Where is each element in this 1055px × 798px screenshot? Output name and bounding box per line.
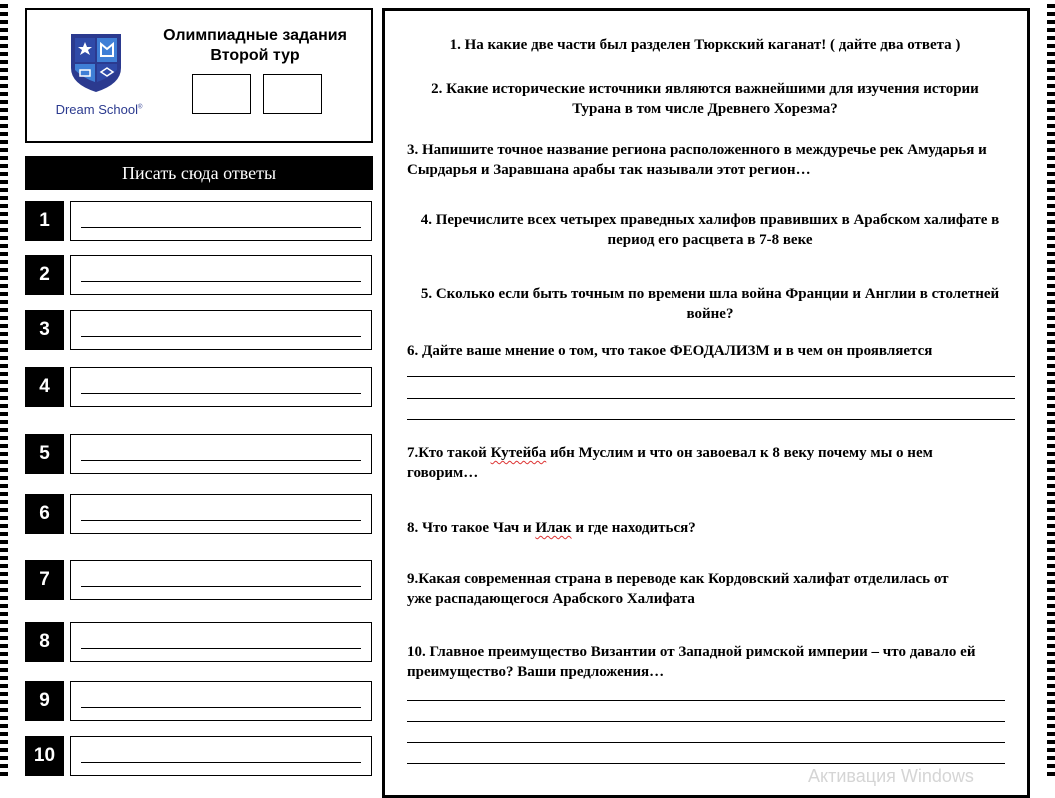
perforation-mark: [0, 660, 8, 664]
perforation-mark: [0, 76, 8, 80]
perforation-mark: [0, 348, 8, 352]
perforation-mark: [1047, 492, 1055, 496]
answer-row-2: [25, 255, 373, 295]
perforation-mark: [0, 476, 8, 480]
perforation-mark: [0, 116, 8, 120]
perforation-mark: [1047, 444, 1055, 448]
perforation-mark: [1047, 84, 1055, 88]
writing-line[interactable]: [407, 742, 1005, 743]
answer-number: 10: [25, 736, 64, 776]
perforation-mark: [0, 4, 8, 8]
perforation-mark: [0, 68, 8, 72]
perforation-mark: [0, 452, 8, 456]
answer-field-6[interactable]: [70, 494, 372, 534]
perforation-mark: [0, 156, 8, 160]
score-box-1[interactable]: [192, 74, 251, 114]
perforation-mark: [0, 708, 8, 712]
perforation-mark: [0, 444, 8, 448]
perforation-mark: [0, 676, 8, 680]
perforation-mark: [0, 268, 8, 272]
perforation-mark: [1047, 380, 1055, 384]
perforation-mark: [1047, 772, 1055, 776]
perforation-mark: [0, 172, 8, 176]
perforation-mark: [1047, 708, 1055, 712]
perforation-mark: [0, 516, 8, 520]
perforation-mark: [0, 28, 8, 32]
perforation-mark: [0, 100, 8, 104]
answer-row-5: [25, 434, 373, 474]
title-line-1: Олимпиадные задания: [163, 27, 347, 44]
logo-wordmark: Dream School®: [55, 102, 143, 117]
perforation-mark: [0, 300, 8, 304]
perforation-mark: [1047, 36, 1055, 40]
perforation-mark: [1047, 508, 1055, 512]
perforation-mark: [0, 524, 8, 528]
perforation-mark: [0, 628, 8, 632]
perforation-mark: [0, 364, 8, 368]
perforation-mark: [0, 436, 8, 440]
answer-field-5[interactable]: [70, 434, 372, 474]
perforation-mark: [1047, 540, 1055, 544]
perforation-mark: [0, 188, 8, 192]
writing-line[interactable]: [407, 376, 1015, 377]
perforation-mark: [0, 588, 8, 592]
perforation-mark: [0, 260, 8, 264]
answer-number: 9: [25, 681, 64, 721]
answer-field-3[interactable]: [70, 310, 372, 350]
perforation-mark: [1047, 172, 1055, 176]
question-10: 10. Главное преимущество Византии от Западной римской империи – что давало ей преимущество? Ваши предложения…: [407, 644, 976, 680]
perforation-mark: [1047, 364, 1055, 368]
perforation-mark: [1047, 668, 1055, 672]
perforation-mark: [1047, 212, 1055, 216]
perforation-mark: [0, 212, 8, 216]
perforation-mark: [0, 460, 8, 464]
perforation-mark: [1047, 676, 1055, 680]
perforation-mark: [1047, 732, 1055, 736]
perforation-mark: [1047, 524, 1055, 528]
perforation-mark: [1047, 116, 1055, 120]
perforation-mark: [1047, 236, 1055, 240]
perforation-mark: [1047, 404, 1055, 408]
perforation-mark: [0, 748, 8, 752]
perforation-mark: [1047, 572, 1055, 576]
perforation-mark: [1047, 340, 1055, 344]
answer-row-6: [25, 494, 373, 534]
perforation-mark: [1047, 92, 1055, 96]
perforation-mark: [1047, 28, 1055, 32]
perforation-mark: [0, 564, 8, 568]
perforation-mark: [0, 12, 8, 16]
perforation-mark: [1047, 356, 1055, 360]
questions-panel: [382, 8, 1030, 798]
answer-field-1[interactable]: [70, 201, 372, 241]
perforation-mark: [1047, 252, 1055, 256]
perforation-mark: [1047, 300, 1055, 304]
perforation-mark: [1047, 276, 1055, 280]
perforation-mark: [0, 292, 8, 296]
answer-row-4: [25, 367, 373, 407]
perforation-mark: [1047, 476, 1055, 480]
perforation-mark: [0, 372, 8, 376]
perforation-mark: [1047, 468, 1055, 472]
perforation-mark: [1047, 748, 1055, 752]
perforation-mark: [0, 396, 8, 400]
perforation-mark: [0, 636, 8, 640]
perforation-mark: [1047, 724, 1055, 728]
perforation-mark: [0, 532, 8, 536]
answer-row-3: [25, 310, 373, 350]
perforation-mark: [0, 20, 8, 24]
writing-line[interactable]: [407, 721, 1005, 722]
perforation-mark: [1047, 636, 1055, 640]
perforation-mark: [0, 404, 8, 408]
answer-field-7[interactable]: [70, 560, 372, 600]
perforation-mark: [1047, 436, 1055, 440]
perforation-mark: [0, 108, 8, 112]
perforation-mark: [0, 140, 8, 144]
perforation-mark: [1047, 684, 1055, 688]
olympiad-title: [139, 26, 371, 66]
perforation-mark: [0, 356, 8, 360]
perforation-mark: [0, 148, 8, 152]
perforation-mark: [0, 508, 8, 512]
perforation-mark: [0, 668, 8, 672]
perforation-mark: [1047, 428, 1055, 432]
perforation-mark: [0, 388, 8, 392]
perforation-mark: [1047, 68, 1055, 72]
perforation-mark: [1047, 500, 1055, 504]
right-perforation: [1047, 0, 1055, 780]
title-line-2: Второй тур: [210, 47, 300, 64]
perforation-mark: [0, 236, 8, 240]
perforation-mark: [0, 540, 8, 544]
perforation-mark: [0, 484, 8, 488]
perforation-mark: [0, 500, 8, 504]
answer-field-10[interactable]: [70, 736, 372, 776]
perforation-mark: [1047, 588, 1055, 592]
perforation-mark: [1047, 204, 1055, 208]
dream-school-logo-icon: [69, 32, 123, 94]
perforation-mark: [1047, 412, 1055, 416]
question-3: 3. Напишите точное название региона расположенного в междуречье рек Амударья и Сырдарья и Заравшана арабы так называли этот регион…: [407, 142, 987, 178]
perforation-mark: [1047, 556, 1055, 560]
perforation-mark: [0, 340, 8, 344]
perforation-mark: [0, 724, 8, 728]
perforation-mark: [0, 764, 8, 768]
perforation-mark: [0, 692, 8, 696]
perforation-mark: [1047, 660, 1055, 664]
perforation-mark: [1047, 156, 1055, 160]
perforation-mark: [1047, 292, 1055, 296]
perforation-mark: [1047, 316, 1055, 320]
perforation-mark: [1047, 652, 1055, 656]
perforation-mark: [0, 332, 8, 336]
perforation-mark: [1047, 612, 1055, 616]
perforation-mark: [0, 284, 8, 288]
perforation-mark: [0, 196, 8, 200]
answer-row-8: [25, 622, 373, 662]
writing-line[interactable]: [407, 398, 1015, 399]
perforation-mark: [0, 380, 8, 384]
perforation-mark: [1047, 756, 1055, 760]
perforation-mark: [0, 620, 8, 624]
answer-field-4[interactable]: [70, 367, 372, 407]
perforation-mark: [1047, 284, 1055, 288]
perforation-mark: [0, 740, 8, 744]
answer-field-9[interactable]: [70, 681, 372, 721]
perforation-mark: [0, 92, 8, 96]
perforation-mark: [0, 772, 8, 776]
perforation-mark: [1047, 20, 1055, 24]
perforation-mark: [0, 316, 8, 320]
perforation-mark: [1047, 532, 1055, 536]
perforation-mark: [1047, 644, 1055, 648]
perforation-mark: [0, 164, 8, 168]
perforation-mark: [0, 612, 8, 616]
perforation-mark: [1047, 12, 1055, 16]
question-9: 9.Какая современная страна в переводе как Кордовский халифат отделилась от уже распадающегося Арабского Халифата: [407, 571, 949, 607]
perforation-mark: [1047, 716, 1055, 720]
perforation-mark: [1047, 420, 1055, 424]
question-2: 2. Какие исторические источники являются важнейшими для изучения истории Турана в том числе Древнего Хорезма?: [431, 81, 979, 117]
perforation-mark: [1047, 332, 1055, 336]
perforation-mark: [1047, 124, 1055, 128]
perforation-mark: [0, 428, 8, 432]
perforation-mark: [1047, 372, 1055, 376]
question-6: 6. Дайте ваше мнение о том, что такое ФЕОДАЛИЗМ и в чем он проявляется: [407, 343, 933, 359]
question-4: 4. Перечислите всех четырех праведных халифов правивших в Арабском халифате в период его расцвета в 7-8 веке: [420, 212, 1000, 248]
perforation-mark: [1047, 388, 1055, 392]
answer-row-9: [25, 681, 373, 721]
answer-number: 1: [25, 201, 64, 241]
perforation-mark: [0, 324, 8, 328]
perforation-mark: [0, 604, 8, 608]
perforation-mark: [1047, 484, 1055, 488]
writing-line[interactable]: [407, 700, 1005, 701]
perforation-mark: [0, 308, 8, 312]
question-8: 8. Что такое Чач и Илак и где находиться?: [407, 520, 696, 536]
perforation-mark: [1047, 76, 1055, 80]
perforation-mark: [1047, 700, 1055, 704]
perforation-mark: [1047, 764, 1055, 768]
perforation-mark: [0, 492, 8, 496]
perforation-mark: [0, 468, 8, 472]
writing-line[interactable]: [407, 763, 1005, 764]
perforation-mark: [0, 684, 8, 688]
perforation-mark: [1047, 244, 1055, 248]
perforation-mark: [0, 132, 8, 136]
answer-field-8[interactable]: [70, 622, 372, 662]
perforation-mark: [1047, 308, 1055, 312]
perforation-mark: [0, 44, 8, 48]
question-1: 1. На какие две части был разделен Тюркский каганат! ( дайте два ответа ): [449, 37, 961, 53]
perforation-mark: [1047, 180, 1055, 184]
answer-number: 5: [25, 434, 64, 474]
perforation-mark: [1047, 452, 1055, 456]
perforation-mark: [0, 36, 8, 40]
perforation-mark: [1047, 228, 1055, 232]
answer-number: 6: [25, 494, 64, 534]
perforation-mark: [1047, 132, 1055, 136]
perforation-mark: [1047, 628, 1055, 632]
perforation-mark: [1047, 60, 1055, 64]
perforation-mark: [1047, 164, 1055, 168]
perforation-mark: [1047, 220, 1055, 224]
perforation-mark: [1047, 148, 1055, 152]
perforation-mark: [1047, 52, 1055, 56]
perforation-mark: [0, 572, 8, 576]
answer-number: 2: [25, 255, 64, 295]
perforation-mark: [1047, 692, 1055, 696]
left-perforation: [0, 0, 8, 780]
perforation-mark: [0, 580, 8, 584]
perforation-mark: [0, 756, 8, 760]
question-7: 7.Кто такой Кутейба ибн Муслим и что он завоевал к 8 веку почему мы о нем говорим…: [407, 445, 933, 481]
answer-number: 3: [25, 310, 64, 350]
perforation-mark: [0, 180, 8, 184]
perforation-mark: [0, 556, 8, 560]
perforation-mark: [0, 52, 8, 56]
perforation-mark: [1047, 604, 1055, 608]
perforation-mark: [1047, 4, 1055, 8]
perforation-mark: [0, 84, 8, 88]
perforation-mark: [0, 244, 8, 248]
score-box-2[interactable]: [263, 74, 322, 114]
perforation-mark: [1047, 460, 1055, 464]
perforation-mark: [0, 548, 8, 552]
perforation-mark: [0, 276, 8, 280]
perforation-mark: [0, 644, 8, 648]
perforation-mark: [1047, 580, 1055, 584]
perforation-mark: [1047, 268, 1055, 272]
perforation-mark: [1047, 348, 1055, 352]
perforation-mark: [0, 596, 8, 600]
perforation-mark: [1047, 548, 1055, 552]
perforation-mark: [1047, 188, 1055, 192]
question-5: 5. Сколько если быть точным по времени шла война Франции и Англии в столетней войне?: [420, 286, 1000, 322]
perforation-mark: [0, 420, 8, 424]
writing-line[interactable]: [407, 419, 1015, 420]
perforation-mark: [0, 60, 8, 64]
perforation-mark: [0, 124, 8, 128]
answer-field-2[interactable]: [70, 255, 372, 295]
perforation-mark: [1047, 100, 1055, 104]
answer-number: 8: [25, 622, 64, 662]
perforation-mark: [1047, 140, 1055, 144]
perforation-mark: [0, 732, 8, 736]
perforation-mark: [1047, 44, 1055, 48]
perforation-mark: [1047, 596, 1055, 600]
answer-row-1: [25, 201, 373, 241]
perforation-mark: [0, 716, 8, 720]
answers-header: Писать сюда ответы: [25, 156, 373, 190]
perforation-mark: [1047, 108, 1055, 112]
perforation-mark: [1047, 324, 1055, 328]
perforation-mark: [1047, 620, 1055, 624]
perforation-mark: [1047, 260, 1055, 264]
perforation-mark: [0, 700, 8, 704]
perforation-mark: [1047, 564, 1055, 568]
answer-number: 7: [25, 560, 64, 600]
perforation-mark: [1047, 396, 1055, 400]
perforation-mark: [1047, 740, 1055, 744]
windows-activation-watermark: Активация Windows: [808, 766, 974, 786]
answer-row-7: [25, 560, 373, 600]
header-card: [25, 8, 373, 143]
perforation-mark: [0, 652, 8, 656]
perforation-mark: [1047, 196, 1055, 200]
answer-number: 4: [25, 367, 64, 407]
answer-row-10: [25, 736, 373, 776]
perforation-mark: [1047, 516, 1055, 520]
perforation-mark: [0, 220, 8, 224]
perforation-mark: [0, 252, 8, 256]
perforation-mark: [0, 412, 8, 416]
perforation-mark: [0, 204, 8, 208]
perforation-mark: [0, 228, 8, 232]
